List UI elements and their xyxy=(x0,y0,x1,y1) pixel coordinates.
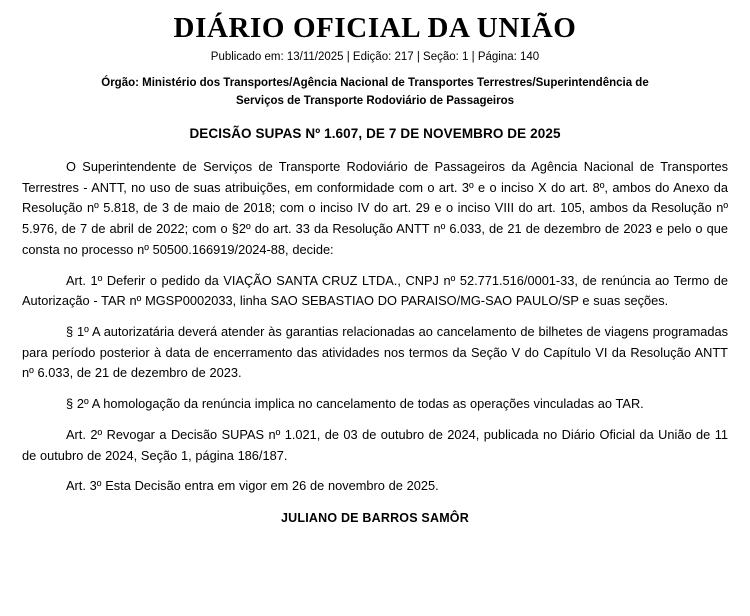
issuing-organ: Órgão: Ministério dos Transportes/Agência Nacional de Transportes Terrestres/Superintendência de Serviços de Transporte Rodoviário de Passageiros xyxy=(101,77,649,107)
document-paragraph: § 2º A homologação da renúncia implica no cancelamento de todas as operações vinculadas ao TAR. xyxy=(66,396,644,412)
document-paragraph: § 1º A autorizatária deverá atender às garantias relacionadas ao cancelamento de bilhetes de viagens programadas para período posterior à data de encerramento das atividades nos termos da Seção V do Capítulo VI da Resolução ANTT nº 6.033, de 21 de dezembro de 2023. xyxy=(22,323,728,381)
document-paragraph: Art. 1º Deferir o pedido da VIAÇÃO SANTA CRUZ LTDA., CNPJ nº 52.771.516/0001-33, de renúncia ao Termo de Autorização - TAR nº MGSP0002033, linha SAO SEBASTIAO DO PARAISO/MG-SAO PAULO/SP e suas seções. xyxy=(22,272,728,309)
document-paragraph: Art. 3º Esta Decisão entra em vigor em 26 de novembro de 2025. xyxy=(66,478,439,494)
masthead-title: DIÁRIO OFICIAL DA UNIÃO xyxy=(173,12,577,44)
signatory-name: JULIANO DE BARROS SAMÔR xyxy=(281,510,469,525)
publication-info: Publicado em: 13/11/2025 | Edição: 217 | Seção: 1 | Página: 140 xyxy=(210,51,540,64)
document-paragraph: Art. 2º Revogar a Decisão SUPAS nº 1.021, de 03 de outubro de 2024, publicada no Diário Oficial da União de 11 de outubro de 2024, Seção 1, página 186/187. xyxy=(22,426,728,463)
document-title: DECISÃO SUPAS Nº 1.607, DE 7 DE NOVEMBRO DE 2025 xyxy=(189,125,561,141)
document-paragraph: O Superintendente de Serviços de Transporte Rodoviário de Passageiros da Agência Nacional de Transportes Terrestres - ANTT, no uso de suas atribuições, em conformidade com o art. 3º e o inciso X do art. 8º, ambos do Anexo da Resolução nº 5.818, de 3 de maio de 2018; com o inciso IV do art. 29 e o inciso VIII do art. 105, ambos da Resolução nº 5.976, de 7 de abril de 2022; com o §2º do art. 33 da Resolução ANTT nº 6.033, de 21 de dezembro de 2023 e pelo o que consta no processo nº 50500.166919/2024-88, decide: xyxy=(22,158,728,257)
